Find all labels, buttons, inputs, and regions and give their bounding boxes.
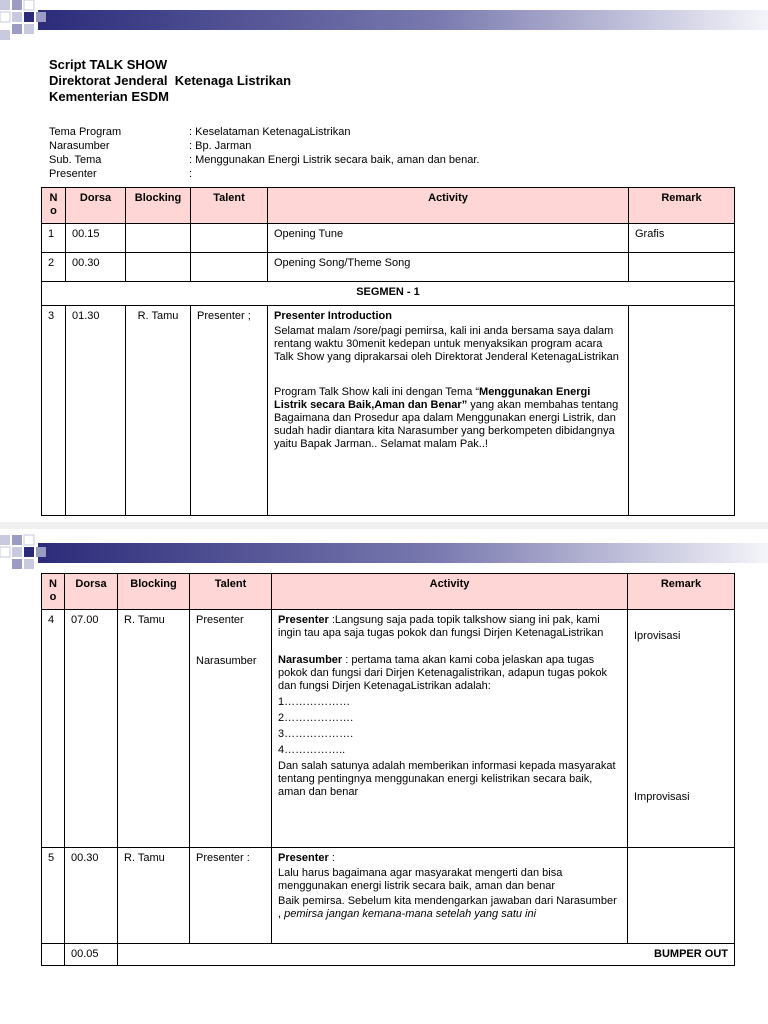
slide-header-decoration [0, 0, 768, 40]
italic-text: pemirsa jangan kemana-mana setelah yang satu ini [284, 908, 537, 920]
table-header-row [42, 188, 735, 224]
cell-dorsa: 01.30 [66, 306, 126, 516]
cell-blocking: R. Tamu [126, 306, 191, 516]
talent-narasumber: Narasumber [196, 655, 257, 667]
activity-paragraph: Dan salah satunya adalah memberikan informasi kepada masyarakat tentang pentingnya menggunakan energi kelistrikan secara baik, aman dan benar [278, 760, 616, 798]
list-item: 2………………. [278, 712, 354, 724]
cell-talent [191, 253, 268, 282]
text-span: :Langsung saja pada topik talkshow siang ini pak, kami ingin tau apa saja tugas pokok dan fungsi Dirjen KetenagaListrikan [278, 614, 604, 639]
activity-paragraph [274, 386, 622, 451]
bumper-out-label: BUMPER OUT [118, 944, 735, 966]
text-span: Program Talk Show kali ini dengan Tema “ [274, 386, 480, 398]
meta-label: Tema Program [49, 126, 122, 138]
activity-heading: Presenter Introduction [274, 310, 392, 322]
col-blocking: Blocking [126, 188, 191, 224]
cell-talent [191, 224, 268, 253]
cell-activity [272, 610, 628, 848]
cell-no: 5 [42, 848, 65, 944]
cell-blocking: R. Tamu [118, 848, 190, 944]
cell-dorsa: 07.00 [65, 610, 118, 848]
list-item: 3………………. [278, 728, 354, 740]
cell-remark: Grafis [629, 224, 735, 253]
col-dorsa: Dorsa [66, 188, 126, 224]
cell-no: 4 [42, 610, 65, 848]
text-span: yang akan membahas tentang Bagaimana dan Prosedur apa dalam Menggunakan energi Listrik, dan sudah hadir diantara kita Narasumber yang berkompeten dibidangnya yaitu Bapak Jarman.. Selamat malam Pak..! [274, 399, 619, 450]
list-item: 1……………… [278, 696, 351, 708]
cell-dorsa: 00.15 [66, 224, 126, 253]
slide-header-decoration [0, 529, 768, 569]
meta-value: : Menggunakan Energi Listrik secara baik, aman dan benar. [189, 154, 480, 166]
col-talent: Talent [191, 188, 268, 224]
table-row [42, 944, 735, 966]
script-table-2 [41, 573, 735, 966]
text-span: Baik pemirsa. Sebelum kita mendengarkan jawaban dari Narasumber , [278, 895, 617, 920]
slide-2 [0, 529, 768, 1024]
cell-no: 3 [42, 306, 66, 516]
cell-no: 1 [42, 224, 66, 253]
col-blocking: Blocking [118, 574, 190, 610]
meta-label: Narasumber [49, 140, 110, 152]
meta-row [49, 153, 479, 167]
table-row [42, 224, 735, 253]
activity-paragraph [278, 852, 621, 865]
cell-no [42, 944, 65, 966]
cell-dorsa: 00.05 [65, 944, 118, 966]
col-remark: Remark [628, 574, 735, 610]
cell-talent: Presenter ; [191, 306, 268, 516]
col-no: N o [42, 574, 65, 610]
meta-value: : Bp. Jarman [189, 140, 252, 152]
col-talent: Talent [190, 574, 272, 610]
remark-text: Iprovisasi [634, 630, 681, 642]
activity-paragraph: Selamat malam /sore/pagi pemirsa, kali ini anda bersama saya dalam rentang waktu 30menit kedepan untuk menyaksikan program acara Talk Show yang diprakarsai oleh Direktorat Jenderal KetenagaListrikan [274, 325, 619, 363]
cell-activity [272, 848, 628, 944]
cell-remark [628, 610, 735, 848]
cell-talent: Presenter : [190, 848, 272, 944]
col-activity: Activity [272, 574, 628, 610]
table-row [42, 610, 735, 848]
segment-label: SEGMEN - 1 [42, 282, 735, 306]
program-meta [49, 125, 479, 181]
cell-no: 2 [42, 253, 66, 282]
meta-label: Presenter [49, 168, 97, 180]
cell-activity: Opening Song/Theme Song [268, 253, 629, 282]
speaker-label: Narasumber [278, 654, 343, 666]
segment-row [42, 282, 735, 306]
cell-remark [629, 306, 735, 516]
col-no: N o [42, 188, 66, 224]
title-line-2: Direktorat Jenderal Ketenaga Listrikan [49, 73, 292, 88]
cell-activity [268, 306, 629, 516]
meta-row [49, 139, 479, 153]
script-table-1 [41, 187, 735, 516]
list-item: 4…………….. [278, 744, 346, 756]
meta-row [49, 125, 479, 139]
speaker-label: Presenter [278, 614, 329, 626]
activity-paragraph [278, 895, 621, 921]
cell-talent [190, 610, 272, 848]
text-span: : pertama tama akan kami coba jelaskan apa tugas pokok dan fungsi dari Dirjen Ketenagalistrikan, adapun tugas pokok dan fungsi Dirjen KetenagaListrikan adalah: [278, 654, 607, 692]
table-header-row [42, 574, 735, 610]
cell-blocking [126, 253, 191, 282]
table-row [42, 306, 735, 516]
table-row [42, 253, 735, 282]
remark-text: Improvisasi [634, 791, 690, 803]
activity-paragraph [278, 614, 621, 640]
col-dorsa: Dorsa [65, 574, 118, 610]
text-span: : [328, 852, 335, 864]
table-row [42, 848, 735, 944]
cell-remark [629, 253, 735, 282]
title-line-3: Kementerian ESDM [49, 89, 169, 104]
title-line-1: Script TALK SHOW [49, 57, 168, 72]
cell-dorsa: 00.30 [66, 253, 126, 282]
theme-bold-text: Menggunakan Energi Listrik secara Baik,Aman dan Benar” [274, 386, 591, 411]
talent-presenter: Presenter [196, 614, 244, 626]
meta-row [49, 167, 479, 181]
col-remark: Remark [629, 188, 735, 224]
meta-value: : Keselataman KetenagaListrikan [189, 126, 351, 138]
cell-blocking [126, 224, 191, 253]
activity-paragraph: Lalu harus bagaimana agar masyarakat mengerti dan bisa menggunakan energi listrik secara baik, aman dan benar [278, 867, 563, 892]
slide-divider [0, 522, 768, 529]
speaker-label: Presenter [278, 852, 329, 864]
cell-blocking: R. Tamu [118, 610, 190, 848]
cell-activity: Opening Tune [268, 224, 629, 253]
cell-remark [628, 848, 735, 944]
document-title [49, 57, 291, 105]
meta-value: : [189, 168, 193, 180]
activity-paragraph [278, 654, 621, 693]
cell-dorsa: 00.30 [65, 848, 118, 944]
meta-label: Sub. Tema [49, 154, 102, 166]
col-activity: Activity [268, 188, 629, 224]
